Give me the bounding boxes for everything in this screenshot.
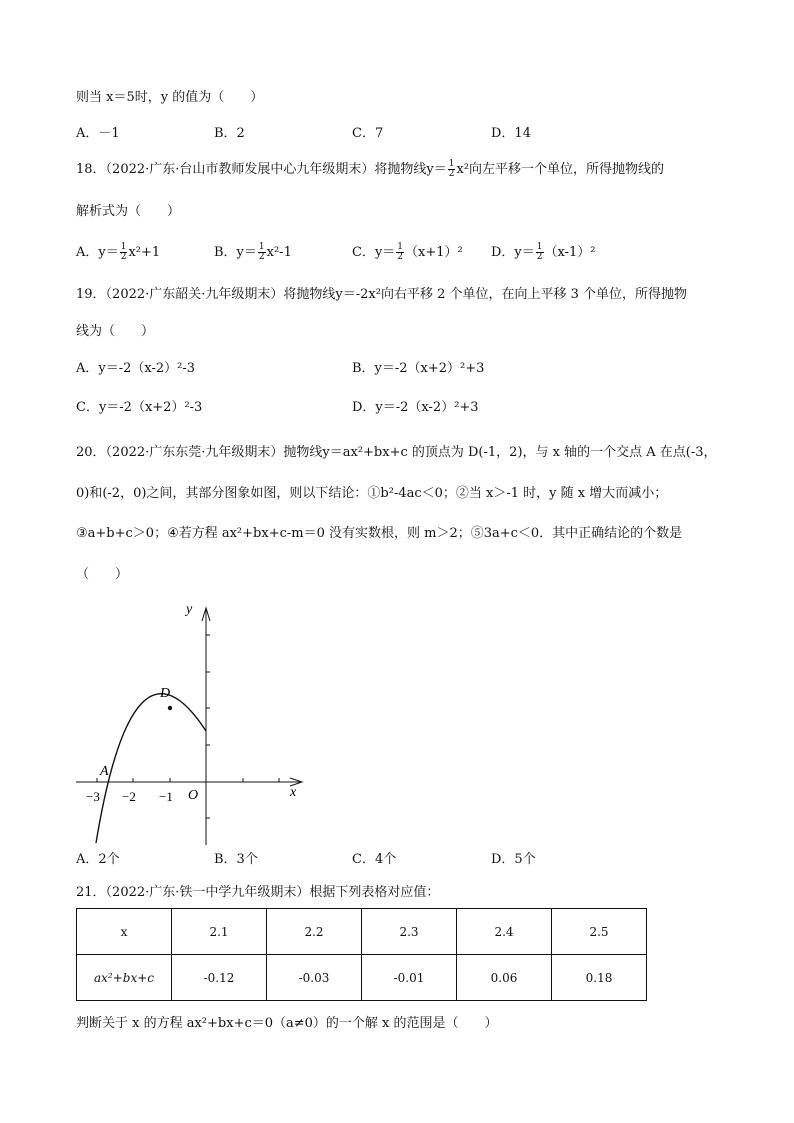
option-fraction bbox=[120, 243, 128, 262]
parabola-graph bbox=[72, 595, 312, 850]
q18-stem bbox=[76, 160, 664, 179]
q18-stem-part2: x²向左平移一个单位，所得抛物线的 bbox=[456, 162, 665, 177]
fraction-numerator: 1 bbox=[448, 159, 455, 169]
option-suffix: （x+1）² bbox=[405, 245, 463, 260]
fraction-denominator: 2 bbox=[536, 252, 543, 262]
tick-label-neg3: −3 bbox=[86, 789, 100, 804]
fraction-numerator: 1 bbox=[258, 242, 265, 252]
q21-stem: 21．（2022·广东·铁一中学九年级期末）根据下列表格对应值： bbox=[76, 885, 440, 900]
table-cell: ax²+bx+c bbox=[77, 955, 172, 1001]
q17-option-c[interactable]: C．7 bbox=[352, 126, 384, 141]
fraction-numerator: 1 bbox=[397, 242, 404, 252]
fraction-numerator: 1 bbox=[536, 242, 543, 252]
q17-option-a[interactable]: A．－1 bbox=[76, 126, 120, 141]
q19-option-d[interactable]: D．y＝-2（x-2）²+3 bbox=[352, 400, 479, 415]
table-row bbox=[77, 955, 647, 1001]
vertex-label: D bbox=[160, 686, 171, 701]
table-cell: 2.4 bbox=[457, 909, 552, 955]
q20-stem-line2: 0)和(-2，0)之间，其部分图象如图，则以下结论：①b²-4ac＜0；②当 x＞-1 时，y 随 x 增大而减小； bbox=[76, 486, 668, 501]
q18-fraction bbox=[448, 160, 456, 179]
q20-stem-line4: （ ） bbox=[76, 567, 129, 582]
q18-option-a[interactable] bbox=[76, 243, 160, 262]
q17-stem: 则当 x＝5时，y 的值为（ ） bbox=[76, 90, 264, 105]
table-cell: 0.18 bbox=[552, 955, 647, 1001]
q20-option-a[interactable]: A．2个 bbox=[76, 852, 120, 867]
option-fraction bbox=[258, 243, 266, 262]
option-suffix: x²-1 bbox=[266, 245, 292, 260]
table-cell: x bbox=[77, 909, 172, 955]
table-cell: -0.12 bbox=[172, 955, 267, 1001]
q21-stem-line2: 判断关于 x 的方程 ax²+bx+c＝0（a≠0）的一个解 x 的范围是（ ） bbox=[76, 1016, 498, 1031]
q17-option-d[interactable]: D．14 bbox=[491, 126, 531, 141]
table-cell: 2.3 bbox=[362, 909, 457, 955]
tick-label-neg2: −2 bbox=[122, 789, 136, 804]
value-table bbox=[76, 908, 647, 1001]
q20-option-d[interactable]: D．5个 bbox=[491, 852, 536, 867]
table-cell: -0.03 bbox=[267, 955, 362, 1001]
option-prefix: C．y＝ bbox=[352, 245, 396, 260]
origin-label: O bbox=[188, 788, 199, 803]
y-axis-label: y bbox=[186, 602, 193, 617]
q18-option-d[interactable] bbox=[491, 243, 596, 262]
q19-option-c[interactable]: C．y＝-2（x+2）²-3 bbox=[76, 400, 203, 415]
q20-option-c[interactable]: C．4个 bbox=[352, 852, 397, 867]
x-axis-label: x bbox=[290, 785, 297, 800]
q18-stem-part1: 18．（2022·广东·台山市教师发展中心九年级期末）将抛物线y＝ bbox=[76, 162, 447, 177]
table-cell: 0.06 bbox=[457, 955, 552, 1001]
q20-option-b[interactable]: B．3个 bbox=[214, 852, 258, 867]
fraction-denominator: 2 bbox=[258, 252, 265, 262]
q20-stem-line3: ③a+b+c＞0；④若方程 ax²+bx+c-m＝0 没有实数根，则 m＞2；⑤3a+c＜0．其中正确结论的个数是 bbox=[76, 526, 683, 541]
table-row bbox=[77, 909, 647, 955]
fraction-denominator: 2 bbox=[397, 252, 404, 262]
vertex-point bbox=[168, 706, 172, 710]
q19-stem-line2: 线为（ ） bbox=[76, 324, 155, 339]
option-suffix: （x-1）² bbox=[544, 245, 596, 260]
table-cell: 2.1 bbox=[172, 909, 267, 955]
table-cell: 2.5 bbox=[552, 909, 647, 955]
q18-stem-line2: 解析式为（ ） bbox=[76, 204, 181, 219]
option-fraction bbox=[396, 243, 404, 262]
option-suffix: x²+1 bbox=[128, 245, 161, 260]
parabola-curve bbox=[96, 694, 206, 843]
fraction-numerator: 1 bbox=[120, 242, 127, 252]
fraction-denominator: 2 bbox=[448, 169, 455, 179]
root-label: A bbox=[100, 764, 109, 779]
option-fraction bbox=[536, 243, 544, 262]
option-prefix: B．y＝ bbox=[214, 245, 257, 260]
q17-option-b[interactable]: B．2 bbox=[214, 126, 245, 141]
table-cell: 2.2 bbox=[267, 909, 362, 955]
q19-option-b[interactable]: B．y＝-2（x+2）²+3 bbox=[352, 361, 485, 376]
q20-stem: 20．（2022·广东东莞·九年级期末）抛物线y＝ax²+bx+c 的顶点为 D(-1，2)，与 x 轴的一个交点 A 在点(-3， bbox=[76, 445, 717, 460]
option-prefix: A．y＝ bbox=[76, 245, 119, 260]
fraction-denominator: 2 bbox=[120, 252, 127, 262]
q18-option-b[interactable] bbox=[214, 243, 292, 262]
q19-stem: 19．（2022·广东韶关·九年级期末）将抛物线y＝-2x²向右平移 2 个单位，在向上平移 3 个单位，所得抛物 bbox=[76, 287, 688, 302]
table-cell: -0.01 bbox=[362, 955, 457, 1001]
tick-label-neg1: −1 bbox=[159, 789, 173, 804]
option-prefix: D．y＝ bbox=[491, 245, 535, 260]
q19-option-a[interactable]: A．y＝-2（x-2）²-3 bbox=[76, 361, 196, 376]
q18-option-c[interactable] bbox=[352, 243, 463, 262]
